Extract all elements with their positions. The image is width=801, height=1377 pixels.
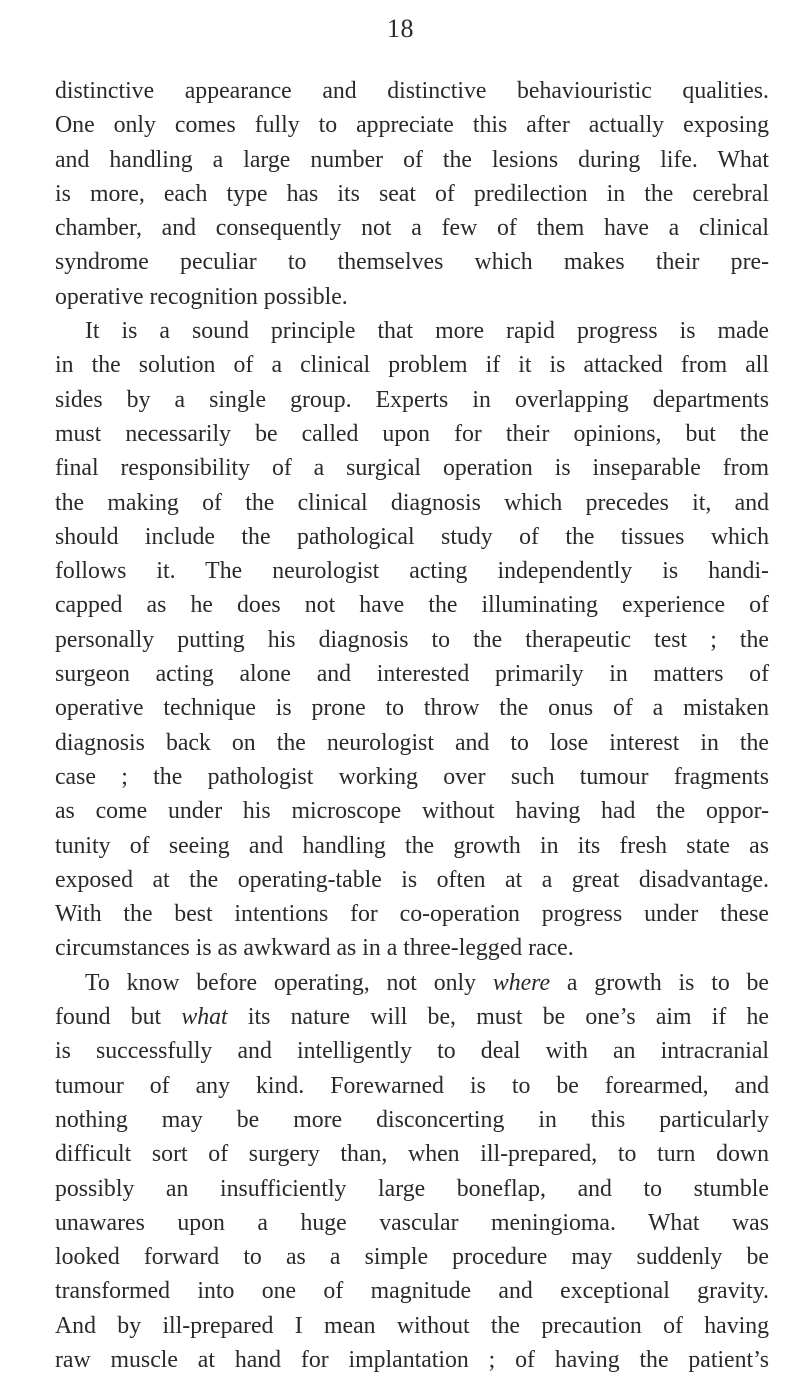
text-line: looked forward to as a simple procedure may suddenly be (55, 1244, 769, 1271)
text-line: possibly an insufficiently large boneflap, and to stumble (55, 1175, 769, 1202)
text-line: circumstances is as awkward as in a three-legged race. (55, 935, 574, 962)
italic-word: where (492, 969, 551, 996)
text-line: unawares upon a huge vascular meningioma. What was (55, 1209, 769, 1236)
text-line (55, 1000, 769, 1034)
text-line: final responsibility of a surgical operation is inseparable from (55, 455, 769, 482)
italic-word: what (181, 1004, 228, 1031)
text-line: capped as he does not have the illuminating experience of (55, 592, 769, 619)
page-number: 18 (387, 14, 414, 43)
text-line: difficult sort of surgery than, when ill-prepared, to turn down (55, 1141, 769, 1168)
text-run: found but (55, 1004, 182, 1031)
text-line (55, 966, 769, 1000)
text-line: operative recognition possible. (55, 283, 348, 310)
text-line: exposed at the operating-table is often at a great disadvantage. (55, 866, 769, 893)
text-line: tumour of any kind. Forewarned is to be forearmed, and (55, 1072, 769, 1099)
text-line: chamber, and consequently not a few of them have a clinical (55, 215, 769, 242)
body-text (55, 74, 769, 1377)
text-line: must necessarily be called upon for their opinions, but the (55, 420, 769, 447)
text-line: as come under his microscope without having had the oppor- (55, 798, 769, 825)
text-line: in the solution of a clinical problem if it is attacked from all (55, 352, 769, 379)
text-line: raw muscle at hand for implantation ; of having the patient’s (55, 1346, 769, 1373)
text-line: is more, each type has its seat of predilection in the cerebral (55, 180, 769, 207)
text-run: a growth is to be (550, 969, 769, 996)
text-line: surgeon acting alone and interested primarily in matters of (55, 661, 769, 688)
text-line: transformed into one of magnitude and exceptional gravity. (55, 1278, 769, 1305)
text-line: operative technique is prone to throw the onus of a mistaken (55, 695, 769, 722)
text-line: nothing may be more disconcerting in this particularly (55, 1106, 769, 1133)
text-run: its nature will be, must be one’s aim if he (227, 1004, 769, 1031)
text-line: is successfully and intelligently to deal with an intracranial (55, 1038, 769, 1065)
text-line: And by ill-prepared I mean without the precaution of having (55, 1312, 769, 1339)
text-line: case ; the pathologist working over such tumour fragments (55, 763, 769, 790)
text-line: It is a sound principle that more rapid progress is made (85, 318, 769, 345)
text-line: sides by a single group. Experts in overlapping departments (55, 386, 769, 413)
text-run: To know before operating, not only (85, 969, 493, 996)
text-line: and handling a large number of the lesions during life. What (55, 146, 769, 173)
text-line: should include the pathological study of the tissues which (55, 523, 769, 550)
text-line: personally putting his diagnosis to the therapeutic test ; the (55, 626, 769, 653)
text-line: With the best intentions for co-operation progress under these (55, 901, 769, 928)
text-line: the making of the clinical diagnosis which precedes it, and (55, 489, 769, 516)
text-line: syndrome peculiar to themselves which makes their pre- (55, 249, 769, 276)
text-line: One only comes fully to appreciate this after actually exposing (55, 112, 769, 139)
text-line: tunity of seeing and handling the growth in its fresh state as (55, 832, 769, 859)
text-line: distinctive appearance and distinctive behaviouristic qualities. (55, 78, 769, 104)
text-line: diagnosis back on the neurologist and to lose interest in the (55, 729, 769, 756)
text-line: follows it. The neurologist acting independently is handi- (55, 558, 769, 585)
